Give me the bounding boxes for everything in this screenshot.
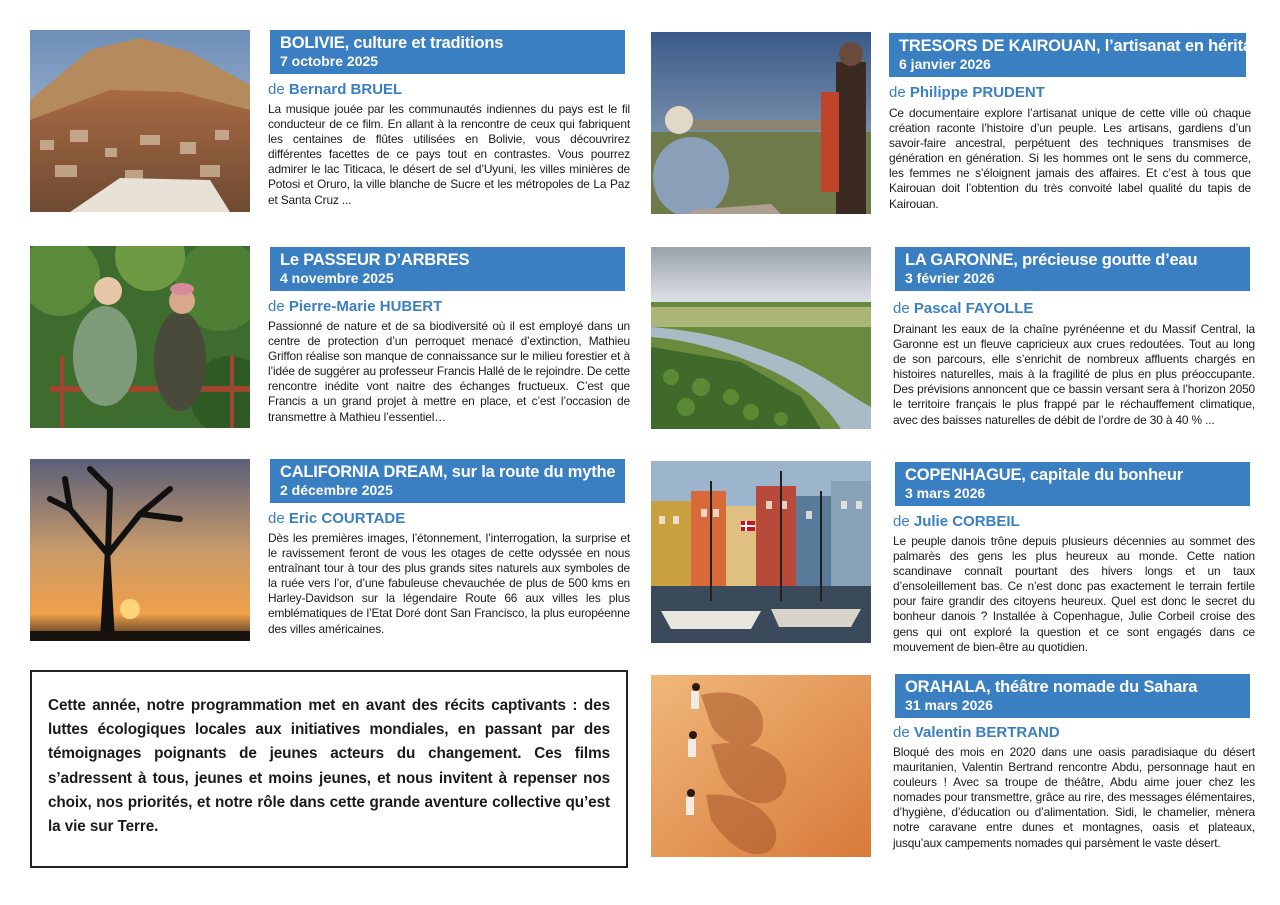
film-4-title: TRESORS DE KAIROUAN, l’artisanat en héritage [899, 37, 1271, 55]
film-6-description: Le peuple danois trône depuis plusieurs décennies au sommet des palmarès des gens les plus heureux au monde. Cette nation scandinave connaît pourtant des hivers longs et un taux d’ensoleillement bas. Ce n’est donc pas exactement le terrain fertile pour faire grandir des citoyens heureux. Quel est donc le secret du bonheur danois ? Installée à Copenhague, Julie Corbeil croise des gens qui ont exploré la question et ce sont engagés dans ce mouvement de bien-être au quotidien. [893, 534, 1255, 654]
film-7-byline [893, 724, 1060, 741]
california-photo [30, 459, 250, 641]
film-6-date: 3 mars 2026 [905, 485, 986, 501]
film-2-date: 4 novembre 2025 [280, 270, 394, 286]
film-4-description: Ce documentaire explore l’artisanat unique de cette ville où chaque création raconte l’histoire d’un peuple. Les artisans, gardiens d’un savoir-faire ancestral, perpétuent des techniques transmises de génération en génération. Si les hommes ont le sens du commerce, les femmes ne s’éloignent jamais des affaires. Et c’est à tous que Kairouan doit l’obtention du très convoité label qualité du tapis de Kairouan. [889, 106, 1251, 211]
film-5-title: LA GARONNE, précieuse goutte d’eau [905, 251, 1198, 269]
film-1-banner [270, 30, 625, 74]
film-2-description: Passionné de nature et de sa biodiversité où il est employé dans un centre de protection d’un perroquet menacé d’extinction, Mathieu Griffon réalise son manque de connaissance sur le milieu forestier et à l’idée de suggérer au professeur Francis Hallé de le rejoindre. De cette rencontre inédite vont naitre des échanges fructueux. C’est que Francis a un grand projet à mettre en place, et c’est l’occasion de transmettre à Mathieu l’essentiel… [268, 319, 630, 424]
bolivie-photo [30, 30, 250, 212]
film-6-banner [895, 462, 1250, 506]
film-7-title: ORAHALA, théâtre nomade du Sahara [905, 678, 1198, 696]
film-2-by-prefix: de [268, 298, 285, 315]
film-4-banner [889, 33, 1271, 77]
film-4-director: Philippe PRUDENT [909, 84, 1045, 101]
film-5-director: Pascal FAYOLLE [913, 300, 1034, 317]
film-5-byline [893, 300, 1033, 317]
copenhague-photo [651, 461, 871, 643]
film-1-date: 7 octobre 2025 [280, 53, 379, 69]
film-1-by-prefix: de [268, 81, 285, 98]
film-4-byline [889, 84, 1045, 101]
film-1-title: BOLIVIE, culture et traditions [280, 34, 504, 52]
intro-box [30, 670, 628, 868]
film-4-date: 6 janvier 2026 [899, 56, 991, 72]
film-4-by-prefix: de [889, 84, 906, 101]
film-6-byline [893, 513, 1020, 530]
film-2-banner [270, 247, 625, 291]
film-2-director: Pierre-Marie HUBERT [288, 298, 443, 315]
film-5-date: 3 février 2026 [905, 270, 995, 286]
film-3-banner [270, 459, 625, 503]
garonne-photo [651, 247, 871, 429]
film-7-date: 31 mars 2026 [905, 697, 993, 713]
intro-text: Cette année, notre programmation met en avant des récits captivants : des luttes écologiques locales aux initiatives mondiales, en passant par des témoignages poignants de jeunes acteurs du changement. Ces films s’adressent à tous, jeunes et moins jeunes, et nous invitent à repenser nos choix, nos priorités, et notre rôle dans cette grande aventure collective qu’est la vie sur Terre. [48, 697, 610, 836]
film-1-byline [268, 81, 402, 98]
film-5-by-prefix: de [893, 300, 910, 317]
film-3-description: Dès les premières images, l’étonnement, l’interrogation, la surprise et le ravissement feront de vous les otages de cette odyssée en nous entraînant tour à tour des plus grands sites naturels aux symboles de la ruée vers l’or, d’une fabuleuse chevauchée de plus de 500 kms en Harley-Davidson sur la légendaire Route 66 aux villes les plus emblématiques de l’Etat Doré dont San Francisco, la plus européenne des villes américaines. [268, 531, 630, 636]
film-1-description: La musique jouée par les communautés indiennes du pays est le fil conducteur de ce film. En allant à la rencontre de ceux qui fabriquent les centaines de flûtes utilisées en Bolivie, vous découvrirez différentes facettes de ce pays tout en contrastes. Vous pourrez admirer le lac Titicaca, le désert de sel d’Uyuni, les villes minières de Potosi et Oruro, la ville blanche de Sucre et les métropoles de La Paz et Santa Cruz ... [268, 102, 630, 207]
film-1-director: Bernard BRUEL [288, 81, 403, 98]
film-7-by-prefix: de [893, 724, 910, 741]
film-2-title: Le PASSEUR D’ARBRES [280, 251, 470, 269]
film-6-by-prefix: de [893, 513, 910, 530]
film-2-byline [268, 298, 442, 315]
film-6-title: COPENHAGUE, capitale du bonheur [905, 466, 1183, 484]
kairouan-photo [651, 32, 871, 214]
orahala-photo [651, 675, 871, 857]
film-3-by-prefix: de [268, 510, 285, 527]
film-5-description: Drainant les eaux de la chaîne pyrénéenne et du Massif Central, la Garonne est un fleuve capricieux aux crues redoutées. Tout au long de son parcours, elle s’enrichit de nombreux affluents chargés en histoires naturelles, mais à la fragilité de plus en plus préoccupante. Des prévisions annoncent que ce bassin versant sera à l’horizon 2050 le territoire français le plus frappé par le réchauffement climatique, avec des baisses naturelles de débit de l’ordre de 30 à 40 % ... [893, 322, 1255, 427]
film-7-banner [895, 674, 1250, 718]
film-5-banner [895, 247, 1250, 291]
film-7-director: Valentin BERTRAND [913, 724, 1060, 741]
film-3-title: CALIFORNIA DREAM, sur la route du mythe [280, 463, 616, 481]
passeur-photo [30, 246, 250, 428]
film-3-byline [268, 510, 405, 527]
film-7-description: Bloqué des mois en 2020 dans une oasis paradisiaque du désert mauritanien, Valentin Bertrand rencontre Abdu, personnage haut en couleurs ! Avec sa troupe de théâtre, Abdu aime jouer chez les nomades pour transmettre, grâce au rire, des messages élémentaires, d’hygiène, d’éducation ou d’alimentation. Sidi, le chamelier, mènera notre caravane entre dunes et montagnes, oasis et plateaux, jusqu’aux campements nomades qui parsèment le vaste désert. [893, 745, 1255, 850]
film-6-director: Julie CORBEIL [913, 513, 1020, 530]
film-3-director: Eric COURTADE [288, 510, 406, 527]
film-3-date: 2 décembre 2025 [280, 482, 393, 498]
